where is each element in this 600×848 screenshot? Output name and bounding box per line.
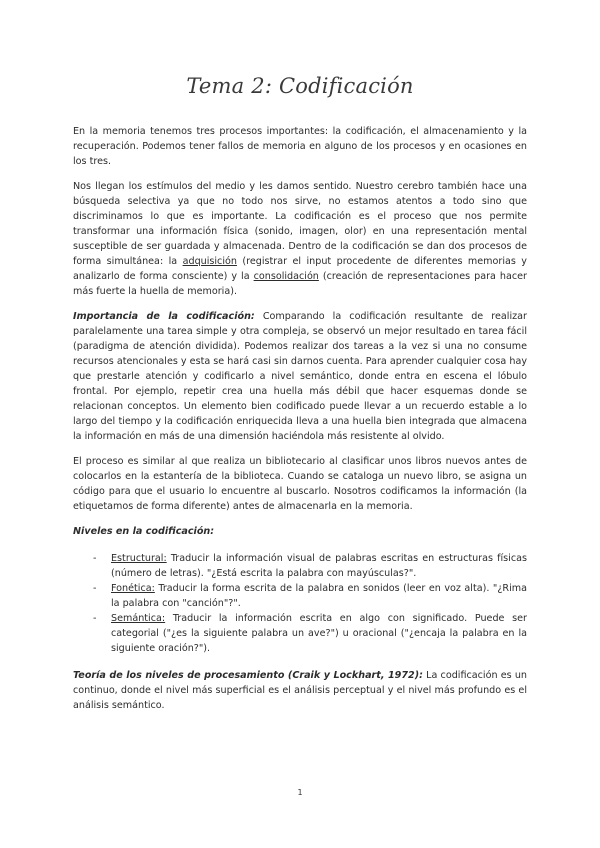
teoria-text: La codificación es un continuo, donde el nivel más superficial es el análisis perceptual y el nivel más profundo es el análisis semántico. [73, 670, 527, 711]
page-number: 1 [297, 788, 303, 797]
paragraph-importancia [73, 309, 527, 444]
nivel-term: Fonética: [111, 583, 155, 594]
nivel-term: Semántica: [111, 613, 166, 624]
term-adquisicion: adquisición [182, 256, 237, 267]
paragraph-intro: En la memoria tenemos tres procesos importantes: la codificación, el almacenamiento y la recuperación. Podemos tener fallos de memoria en alguno de los procesos y en ocasiones en los tres. [73, 126, 527, 167]
list-dash: - [93, 583, 97, 594]
document-body [73, 124, 527, 723]
importancia-label: Importancia de la codificación: [73, 311, 255, 322]
list-dash: - [93, 553, 97, 564]
importancia-text: Comparando la codificación resultante de realizar paralelamente una tarea simple y otra compleja, se observó un mejor resultado en tarea fácil (paradigma de atención dividida). Podemos realizar dos tareas a la vez si una no consume recursos atencionales y esta se hará casi sin darnos cuenta. Para aprender cualquier cosa hay que prestarle atención y codificarlo a nivel semántico, donde entra en escena el lóbulo frontal. Por ejemplo, repetir crea una huella más débil que hacer esquemas donde se relacionan conceptos. Un elemento bien codificado puede llevar a un recuerdo estable a lo largo del tiempo y la codificación enriquecida lleva a una huella bien integrada que almacena la información en más de una dimensión haciéndola más resistente al olvido. [73, 311, 527, 442]
paragraph-estimulos [73, 179, 527, 299]
paragraph-estimulos-mid: (registrar el input procedente de diferentes memorias y analizarlo de forma consciente) y la [73, 256, 527, 282]
nivel-term: Estructural: [111, 553, 167, 564]
paragraph-estimulos-text: Nos llegan los estímulos del medio y les damos sentido. Nuestro cerebro también hace una búsqueda selectiva ya que no todo nos sirve, no estamos atentos a todo sino que discriminamos lo que es importante. La codificación es el proceso que nos permite transformar una información física (sonido, imagen, olor) en una representación mental susceptible de ser guardada y almacenada. Dentro de la codificación se dan dos procesos de forma simultánea: la [73, 181, 527, 267]
list-item [93, 551, 527, 581]
page-title: Tema 2: Codificación [186, 74, 414, 98]
paragraph-teoria [73, 668, 527, 713]
niveles-list [73, 551, 527, 656]
niveles-heading: Niveles en la codificación: [73, 526, 215, 537]
term-consolidacion: consolidación [253, 271, 319, 282]
list-dash: - [93, 613, 97, 624]
paragraph-bibliotecario: El proceso es similar al que realiza un bibliotecario al clasificar unos libros nuevos antes de colocarlos en la estantería de la biblioteca. Cuando se cataloga un nuevo libro, se asigna un código para que el usuario lo encuentre al buscarlo. Nosotros codificamos la información (la etiquetamos de forma diferente) antes de almacenarla en la memoria. [73, 456, 527, 512]
nivel-desc: Traducir la información visual de palabras escritas en estructuras físicas (número de letras). "¿Está escrita la palabra con mayúsculas?". [111, 553, 527, 579]
nivel-desc: Traducir la forma escrita de la palabra en sonidos (leer en voz alta). "¿Rima la palabra con "canción"?". [111, 583, 527, 609]
teoria-label: Teoría de los niveles de procesamiento (Craik y Lockhart, 1972): [73, 670, 423, 681]
paragraph-estimulos-end: (creación de representaciones para hacer más fuerte la huella de memoria). [73, 271, 527, 297]
nivel-desc: Traducir la información escrita en algo con significado. Puede ser categorial ("¿es la siguiente palabra un ave?") u oracional ("¿encaja la palabra en la siguiente oración?"). [111, 613, 527, 654]
list-item [93, 581, 527, 611]
list-item [93, 611, 527, 656]
